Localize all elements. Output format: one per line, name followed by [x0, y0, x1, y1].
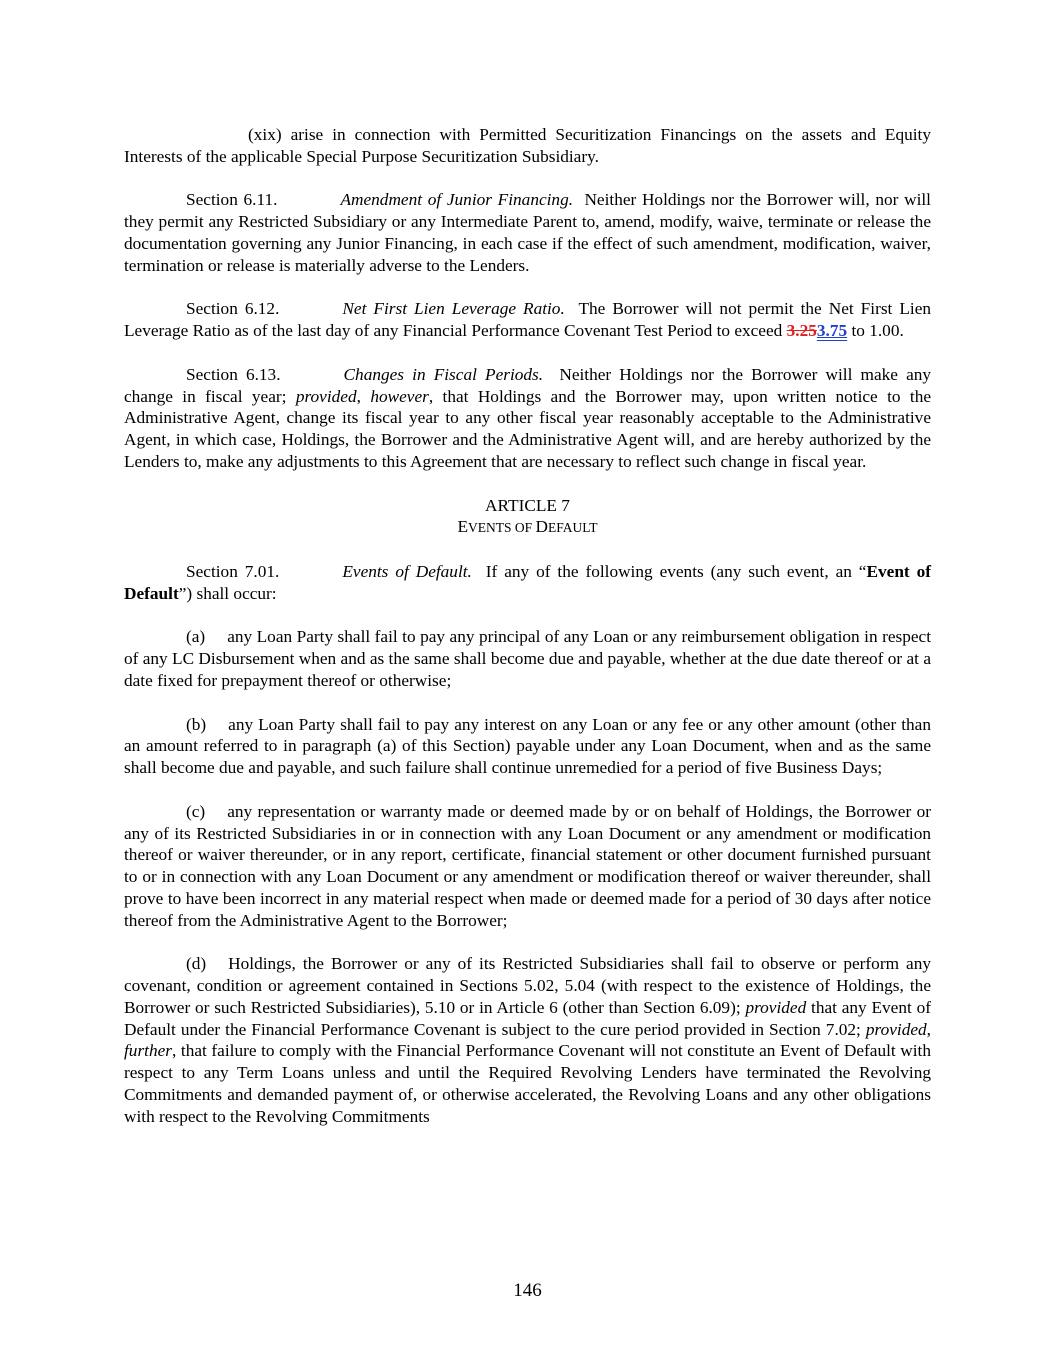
- section-title: Events of Default.: [342, 561, 472, 581]
- section-6-12: [124, 298, 931, 342]
- clause-text: any Loan Party shall fail to pay any principal of any Loan or any reimbursement obligation in respect of any LC Disbursement when and as the same shall become due and payable, whether at the due date thereof or at a date fixed for prepayment thereof or otherwise;: [124, 627, 931, 690]
- article-title-small: VENTS OF: [468, 520, 536, 536]
- provided-term: provided: [295, 386, 357, 406]
- defined-term: Event of Default: [124, 561, 932, 603]
- section-6-11: [124, 189, 931, 276]
- clause-label: (d): [186, 954, 207, 974]
- section-number: Section 6.12.: [186, 299, 280, 319]
- section-body: Neither Holdings nor the Borrower will make any change in fiscal year;: [124, 364, 932, 406]
- clause-a: [124, 626, 931, 691]
- clause-label: (a): [186, 627, 206, 647]
- section-body: The Borrower will not permit the Net First Lien Leverage Ratio as of the last day of any Financial Performance Covenant Test Period to exceed: [124, 299, 932, 341]
- clause-label: (c): [186, 801, 206, 821]
- clause-label: (b): [186, 714, 207, 734]
- article-title-cap: E: [457, 517, 469, 537]
- section-tail: to 1.00.: [851, 321, 904, 341]
- section-number: Section 6.11.: [186, 190, 278, 210]
- article-title: [124, 516, 931, 539]
- further-term: further: [124, 1041, 173, 1061]
- section-title: Changes in Fiscal Periods.: [343, 364, 544, 384]
- section-body-cont: , that Holdings and the Borrower may, upon written notice to the Administrative Agent, change its fiscal year to any other fiscal year reasonably acceptable to the Administrative Agent, in which case, Holdings, the Borrower and the Administrative Agent will, and are hereby authorized by the Lenders to, make any adjustments to this Agreement that are necessary to reflect such change in fiscal year.: [124, 386, 932, 471]
- section-title: Net First Lien Leverage Ratio.: [342, 299, 565, 319]
- section-number: Section 7.01.: [186, 561, 280, 581]
- clause-text-cont: that any Event of Default under the Financial Performance Covenant is subject to the cure period provided in Section 7.02;: [124, 997, 931, 1039]
- comma: ,: [356, 386, 361, 406]
- clause-text: any Loan Party shall fail to pay any interest on any Loan or any fee or any other amount (other than an amount referred to in paragraph (a) of this Section) payable under any Loan Document, when and as the same shall become due and payable, and such failure shall continue unremedied for a period of five Business Days;: [124, 714, 931, 778]
- article-title-small: EFAULT: [548, 520, 598, 536]
- section-body: If any of the following events (any such event, an “: [485, 561, 867, 581]
- inserted-text: 3.75: [816, 321, 848, 341]
- section-number: Section 6.13.: [186, 364, 281, 384]
- however-term: however: [370, 386, 429, 406]
- clause-text-cont: , that failure to comply with the Financial Performance Covenant will not constitute an Event of Default with respect to any Term Loans unless and until the Required Revolving Lenders have terminated the Revolving Commitments and demanded payment of, or otherwise accelerated, the Revolving Loans and any other obligations with respect to the Revolving Commitments: [124, 1041, 931, 1126]
- article-heading: [124, 495, 931, 540]
- clause-xix: [124, 124, 931, 168]
- clause-c: [124, 801, 931, 932]
- deleted-text: 3.25: [786, 321, 817, 341]
- section-body-cont: ”) shall occur:: [178, 583, 277, 603]
- section-7-01: [124, 561, 931, 605]
- clause-text: Holdings, the Borrower or any of its Restricted Subsidiaries shall fail to observe or perform any covenant, condition or agreement contained in Sections 5.02, 5.04 (with respect to the existence of Holdings, the Borrower or such Restricted Subsidiaries), 5.10 or in Article 6 (other than Section 6.09);: [124, 954, 931, 1017]
- clause-xix-text: (xix) arise in connection with Permitted Securitization Financings on the assets and Equity Interests of the applicable Special Purpose Securitization Subsidiary.: [124, 125, 931, 166]
- page-number: 146: [513, 1280, 542, 1301]
- section-body: Neither Holdings nor the Borrower will, nor will they permit any Restricted Subsidiary or any Intermediate Parent to, amend, modify, waive, terminate or release the documentation governing any Junior Financing, in each case if the effect of such amendment, modification, waiver, termination or release is materially adverse to the Lenders.: [124, 190, 931, 275]
- clause-b: [124, 714, 931, 779]
- article-label: ARTICLE 7: [485, 495, 570, 515]
- clause-text: any representation or warranty made or deemed made by or on behalf of Holdings, the Borrower or any of its Restricted Subsidiaries in or in connection with any Loan Document or any amendment or modification thereof or waiver thereunder, or in any report, certificate, financial statement or other document furnished pursuant to or in connection with any Loan Document or any amendment or modification thereof or waiver thereunder, shall prove to have been incorrect in any material respect when made or deemed made for a period of 30 days after notice thereof from the Administrative Agent to the Borrower;: [124, 801, 931, 930]
- comma: ,: [926, 1019, 931, 1039]
- article-title-cap: D: [535, 517, 549, 537]
- clause-d: [124, 953, 931, 1127]
- provided-term: provided: [865, 1019, 927, 1039]
- section-6-13: [124, 364, 931, 473]
- document-page: [124, 124, 931, 1149]
- section-title: Amendment of Junior Financing.: [340, 190, 574, 210]
- provided-term: provided: [745, 997, 807, 1017]
